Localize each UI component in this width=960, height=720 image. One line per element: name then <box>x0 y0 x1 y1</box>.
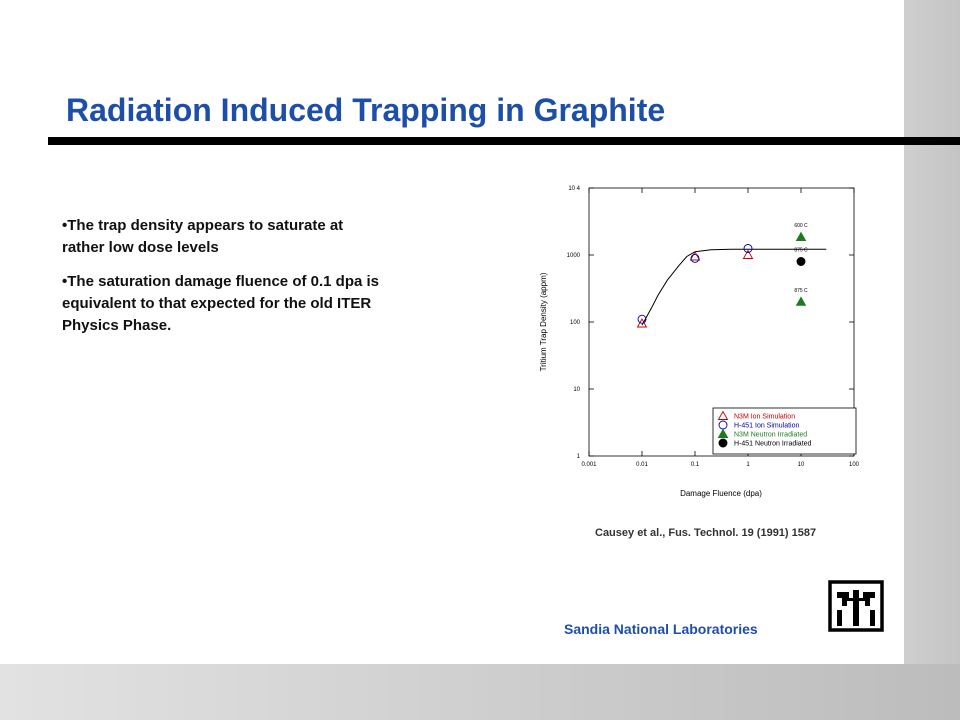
bullet-item: • The saturation damage fluence of 0.1 dpa is equivalent to that expected for the old ITER Physics Phase. <box>62 271 382 337</box>
y-tick-label: 10 4 <box>568 186 580 192</box>
data-point <box>744 251 753 259</box>
thunderbird-logo <box>828 580 884 632</box>
x-tick-label: 10 <box>797 462 805 468</box>
x-axis-label: Damage Fluence (dpa) <box>680 489 762 498</box>
data-point <box>797 233 806 241</box>
legend-label: H-451 Ion Simulation <box>734 422 800 430</box>
legend-marker <box>719 439 727 447</box>
x-tick-label: 0.1 <box>690 462 700 468</box>
title-underline <box>48 137 960 145</box>
temperature-annotation: 875 C <box>794 247 808 254</box>
temperature-annotation: 600 C <box>794 223 808 230</box>
y-axis-label: Tritium Trap Density (appm) <box>539 272 548 372</box>
x-tick-label: 0.01 <box>636 462 648 468</box>
chart-legend <box>713 408 856 454</box>
y-tick-label: 100 <box>569 320 580 326</box>
right-decor-strip <box>904 0 960 720</box>
y-tick-label: 1 <box>576 454 580 460</box>
trap-density-chart <box>530 176 870 506</box>
x-tick-label: 0.001 <box>581 462 597 468</box>
x-tick-label: 1 <box>746 462 750 468</box>
citation: Causey et al., Fus. Technol. 19 (1991) 1587 <box>595 527 817 539</box>
legend-label: N3M Neutron Irradiated <box>734 431 808 439</box>
bullet-list <box>62 215 382 349</box>
data-point <box>797 297 806 305</box>
temperature-annotation: 875 C <box>794 288 808 295</box>
y-tick-label: 10 <box>573 387 580 393</box>
slide-title: Radiation Induced Trapping in Graphite <box>66 92 666 128</box>
y-tick-label: 1000 <box>566 253 580 259</box>
bottom-decor-strip <box>0 664 960 720</box>
legend-label: H-451 Neutron Irradiated <box>734 440 812 448</box>
legend-label: N3M Ion Simulation <box>734 413 796 421</box>
data-point <box>797 257 805 265</box>
data-point <box>691 254 699 262</box>
footer-lab-name: Sandia National Laboratories <box>564 621 758 637</box>
x-tick-label: 100 <box>848 462 860 468</box>
bullet-item: • The trap density appears to saturate at rather low dose levels <box>62 215 382 259</box>
